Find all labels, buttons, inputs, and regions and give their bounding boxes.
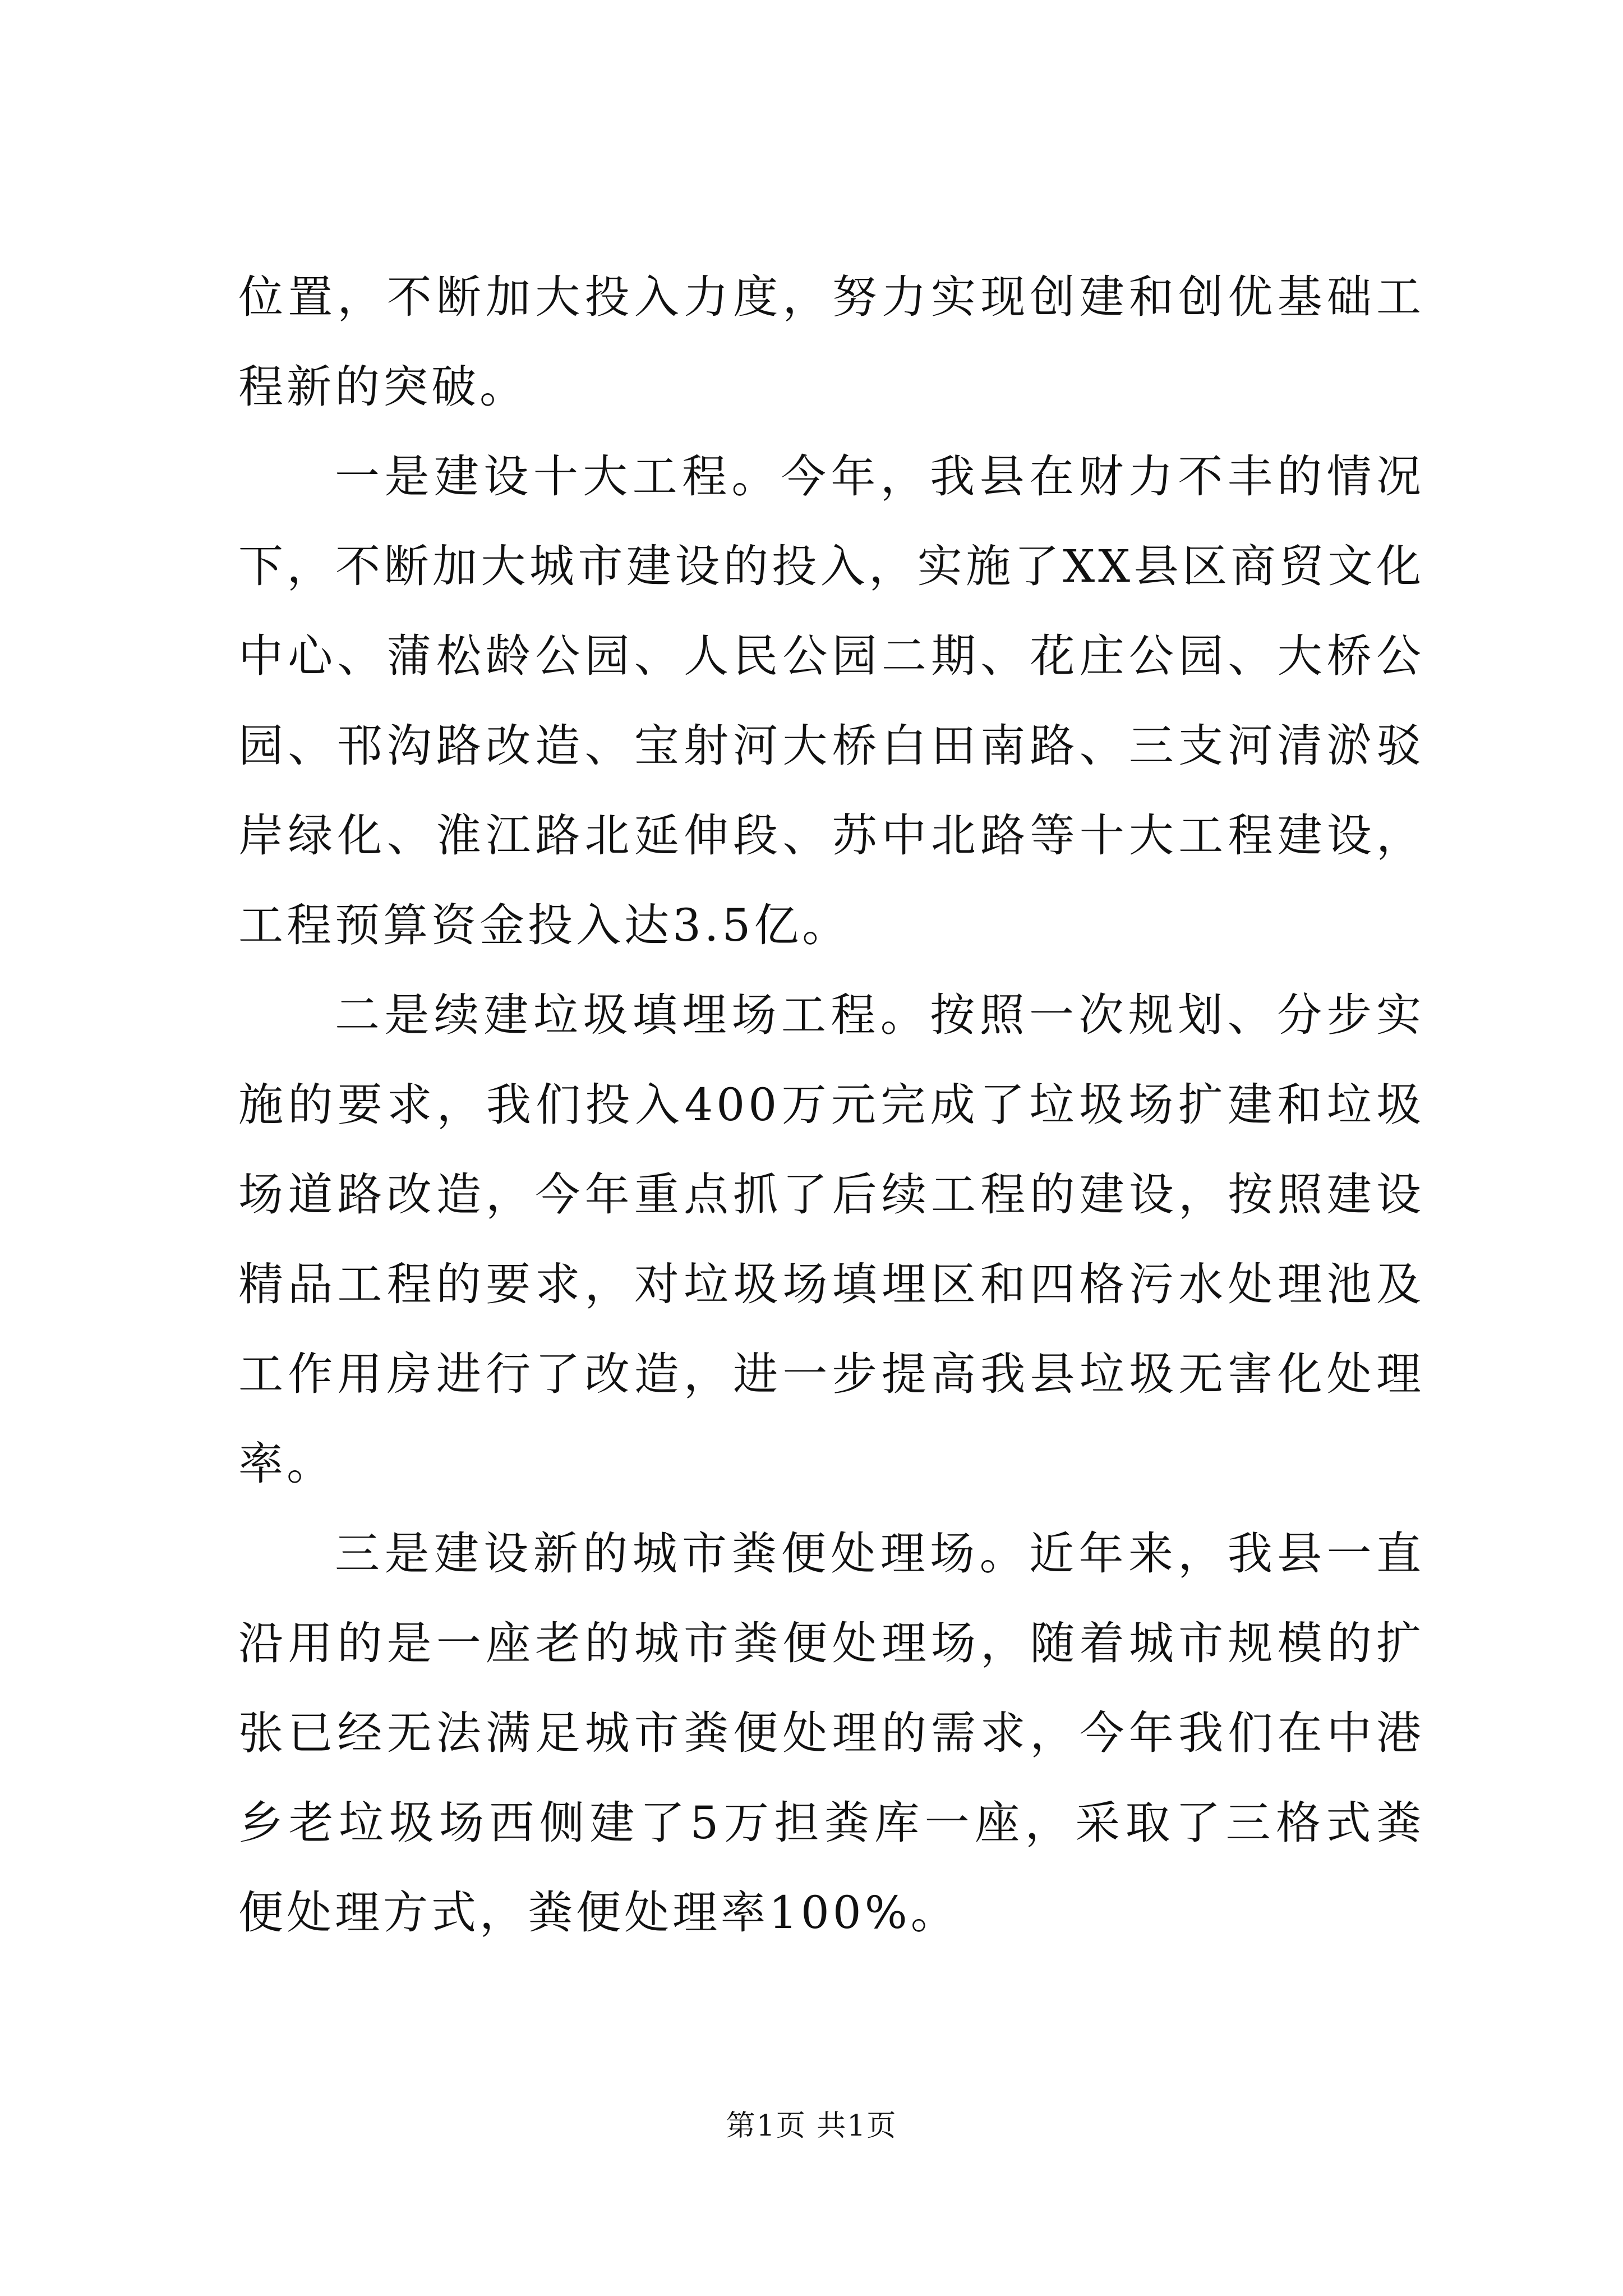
paragraph-landfill: 二是续建垃圾填埋场工程。按照一次规划、分步实施的要求，我们投入400万元完成了垃圾场扩建和垃圾场道路改造，今年重点抓了后续工程的建设，按照建设精品工程的要求，对垃圾场填埋区和四格污水处理池及工作用房进行了改造，进一步提高我县垃圾无害化处理率。 xyxy=(238,989,1424,1490)
page-footer xyxy=(0,2106,1623,2146)
paragraph-sewage-plant: 三是建设新的城市粪便处理场。近年来，我县一直沿用的是一座老的城市粪便处理场，随着城市规模的扩张已经无法满足城市粪便处理的需求，今年我们在中港乡老垃圾场西侧建了5万担粪库一座，采取了三格式粪便处理方式，粪便处理率100%。 xyxy=(238,1527,1424,1939)
document-body xyxy=(238,252,1424,1958)
paragraph-continuation: 位置，不断加大投入力度，努力实现创建和创优基础工程新的突破。 xyxy=(238,271,1424,413)
paragraph-ten-projects: 一是建设十大工程。今年，我县在财力不丰的情况下，不断加大城市建设的投入，实施了XX县区商贸文化中心、蒲松龄公园、人民公园二期、花庄公园、大桥公园、邗沟路改造、宝射河大桥白田南路、三支河清淤驳岸绿化、淮江路北延伸段、苏中北路等十大工程建设，工程预算资金投入达3.5亿。 xyxy=(238,450,1424,951)
page-number-label: 第1页 共1页 xyxy=(726,2109,897,2143)
